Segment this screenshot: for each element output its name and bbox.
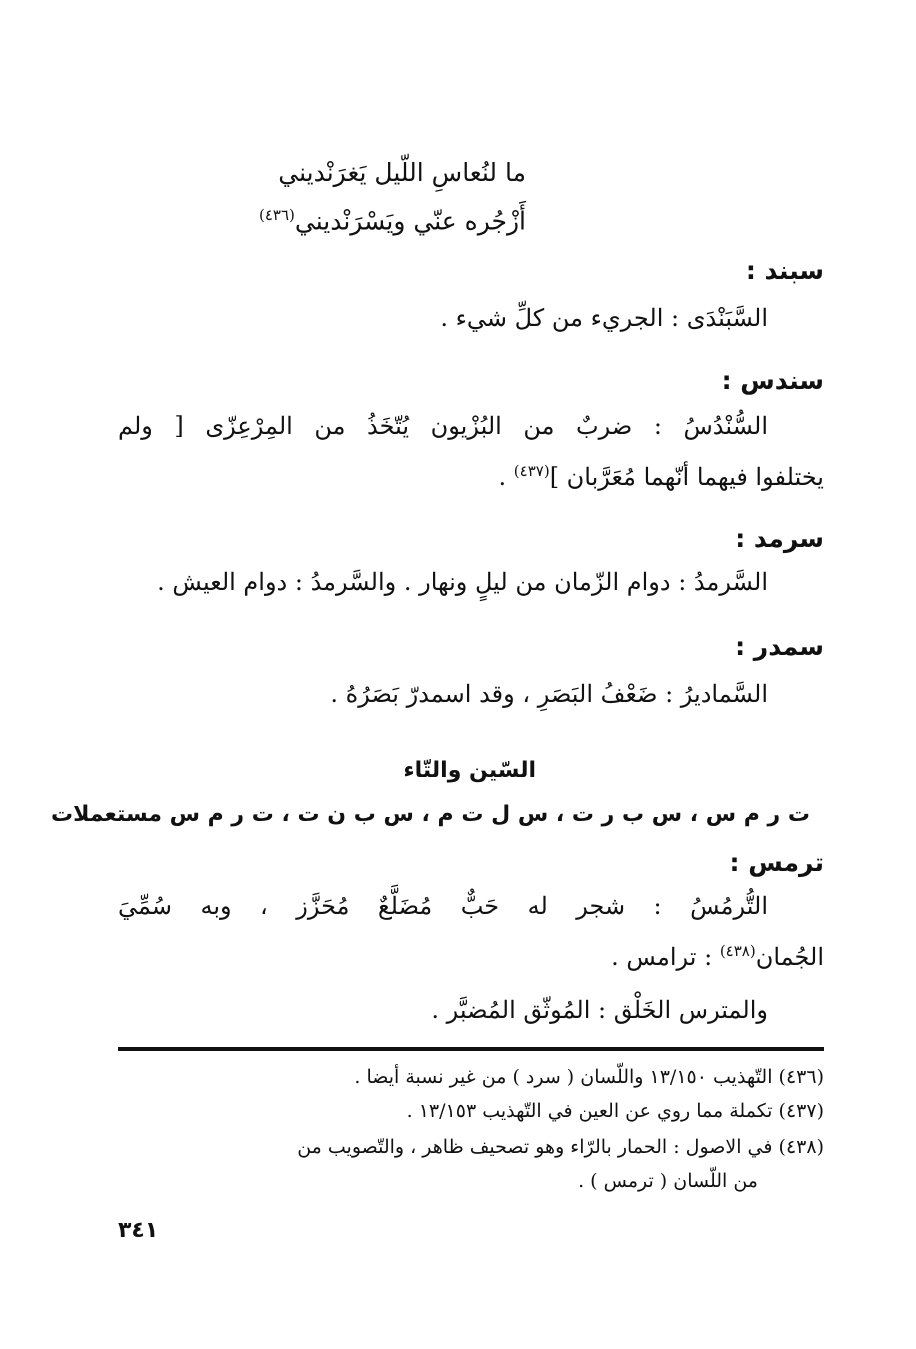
footnote-num: (٤٣٧) <box>778 1100 824 1122</box>
footnote-437 <box>407 1100 824 1122</box>
footnote-ref-438: (٤٣٨) <box>719 942 756 960</box>
entry-line-trms-3: والمترس الخَلْق : المُوثّق المُضبَّر . <box>431 996 768 1024</box>
footnote-num: (٤٣٨) <box>778 1136 824 1158</box>
entry-head-sndus: سندس : <box>721 366 824 395</box>
entry-line-sndus-1: السُّنْدُسُ : ضربٌ من البُزْيون يُتّخَذُ من المِرْعِزّى [ ولم <box>118 412 768 440</box>
entry-line-trms-2 <box>611 942 824 971</box>
entry-line-sbnd: السَّبَنْدَى : الجريء من كلِّ شيء . <box>440 304 768 332</box>
entry-line-sndus-2 <box>499 462 824 491</box>
section-subtitle: ت ر م س ، س ب ر ت ، س ل ت م ، س ب ن ت ، ت ر م س مستعملات <box>51 802 810 827</box>
footnote-text: تكملة مما روي عن العين في التّهذيب ١٣/١٥٣ . <box>406 1100 773 1122</box>
entry-line-trms-2a: الجُمان <box>755 943 824 971</box>
section-title: السّين والتّاء <box>403 758 536 783</box>
entry-head-trms: ترمس : <box>729 848 824 877</box>
entry-head-smdr: سمدر : <box>735 632 824 661</box>
footnote-num: (٤٣٦) <box>778 1066 824 1088</box>
footnote-text: التّهذيب ١٣/١٥٠ واللّسان ( سرد ) من غير نسبة أيضا . <box>354 1066 773 1088</box>
verse-line-2 <box>259 206 526 235</box>
entry-head-sbnd: سبند : <box>745 256 824 285</box>
entry-line-sndus-2-text: يختلفوا فيهما أنّهما مُعَرَّبان ] <box>549 463 824 491</box>
verse-line-1: ما لنُعاسِ اللّيل يَغرَنْديني <box>278 158 526 187</box>
footnote-438-cont: من اللّسان ( ترمس ) . <box>578 1170 758 1192</box>
footnote-ref-437: (٤٣٧) <box>513 462 550 480</box>
footnote-ref-436: (٤٣٦) <box>259 206 295 224</box>
footnote-text: في الاصول : الحمار بالرّاء وهو تصحيف ظاهر ، والتّصويب من <box>297 1136 773 1158</box>
entry-line-srmd: السَّرمدُ : دوام الزّمان من ليلٍ ونهار . والسَّرمدُ : دوام العيش . <box>157 568 768 596</box>
entry-line-sndus-2-tail: . <box>498 463 507 491</box>
footnote-436 <box>354 1066 824 1088</box>
page-number: ٣٤١ <box>118 1218 159 1243</box>
entry-line-trms-1: التُّرمُسُ : شجر له حَبٌّ مُضَلَّعٌ مُحَزَّز ، وبه سُمِّيَ <box>118 892 768 920</box>
footnote-divider <box>118 1047 824 1051</box>
entry-line-trms-2b: : ترامس . <box>611 943 713 971</box>
entry-head-srmd: سرمد : <box>735 524 824 553</box>
entry-line-smdr: السَّماديرُ : ضَعْفُ البَصَرِ ، وقد اسمدرّ بَصَرُهُ . <box>330 680 768 708</box>
verse-line-2-text: أَزْجُره عنّي ويَسْرَنْديني <box>294 206 526 236</box>
footnote-438 <box>118 1136 824 1158</box>
